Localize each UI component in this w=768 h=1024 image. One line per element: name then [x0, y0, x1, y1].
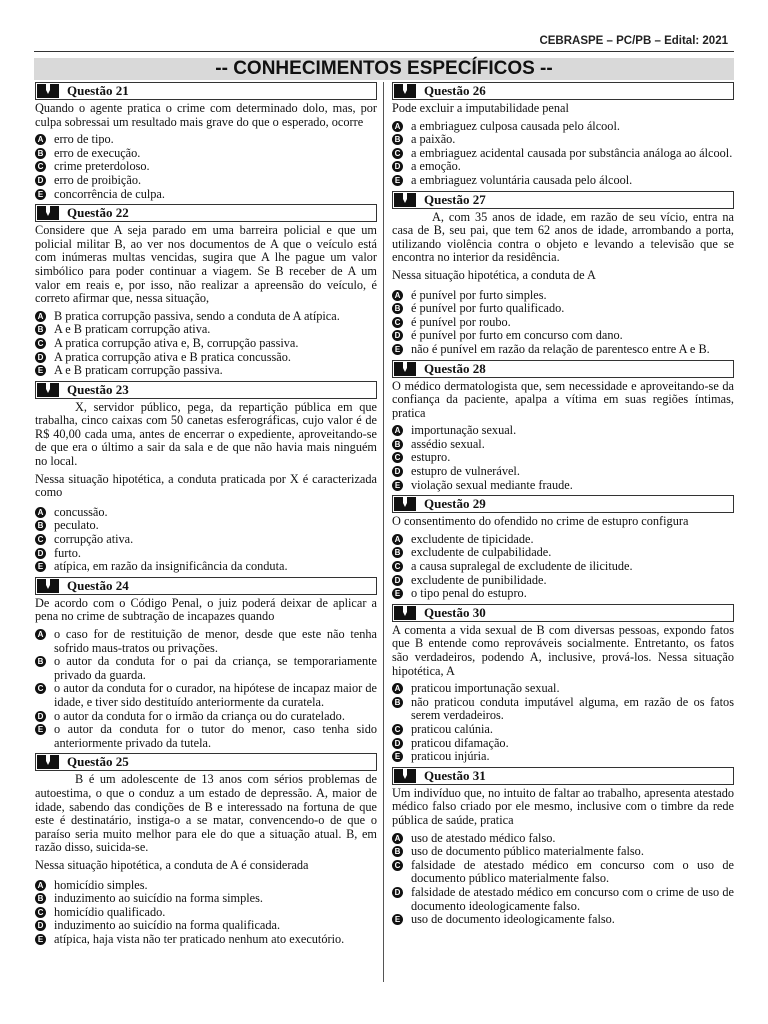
question-24	[35, 577, 377, 751]
option-letter-icon: E	[35, 561, 46, 572]
option-text: praticou injúria.	[411, 749, 490, 764]
option-c[interactable]	[392, 147, 734, 161]
option-letter-icon: B	[392, 134, 403, 145]
exam-header-info: CEBRASPE – PC/PB – Edital: 2021	[539, 35, 728, 47]
option-letter-icon: E	[392, 751, 403, 762]
option-text: a causa supralegal de excludente de ilicitude.	[411, 559, 633, 574]
option-letter-icon: D	[35, 175, 46, 186]
option-letter-icon: E	[35, 365, 46, 376]
option-e[interactable]	[392, 343, 734, 357]
option-text: homicídio qualificado.	[54, 904, 166, 919]
option-list	[392, 424, 734, 492]
option-b[interactable]	[392, 696, 734, 723]
question-label: Questão 30	[424, 604, 486, 620]
question-prompt: Nessa situação hipotética, a conduta praticada por X é caracterizada como	[35, 471, 377, 500]
option-letter-icon: E	[35, 934, 46, 945]
option-text: erro de execução.	[54, 145, 141, 160]
question-26	[392, 82, 734, 188]
option-c[interactable]	[35, 533, 377, 547]
question-header	[392, 360, 734, 378]
option-d[interactable]	[35, 919, 377, 933]
option-a[interactable]	[392, 289, 734, 303]
option-text: crime preterdoloso.	[54, 159, 150, 174]
option-text: estupro de vulnerável.	[411, 464, 520, 479]
option-d[interactable]	[35, 710, 377, 724]
option-letter-icon: B	[35, 520, 46, 531]
option-text: A pratica corrupção ativa e, B, corrupção passiva.	[54, 335, 299, 350]
question-marker-icon	[37, 579, 59, 593]
option-c[interactable]	[392, 451, 734, 465]
option-letter-icon: A	[35, 629, 46, 640]
option-letter-icon: C	[35, 907, 46, 918]
question-stem: X, servidor público, pega, da repartição pública em que trabalha, cinco caixas com 50 canetas esferográficas, cujo valor é de R$ 40,00 cada uma, antes de encerrar o expediente, aproveitando-se de que era o último a sair da sala e de que não havia mais ninguém no local.	[35, 399, 377, 469]
option-c[interactable]	[35, 682, 377, 709]
option-text: o caso for de restituição de menor, desde que este não tenha sofrido maus-tratos ou privações.	[54, 627, 377, 655]
option-d[interactable]	[392, 160, 734, 174]
option-letter-icon: D	[392, 330, 403, 341]
option-letter-icon: C	[392, 561, 403, 572]
option-b[interactable]	[392, 845, 734, 859]
option-letter-icon: D	[392, 466, 403, 477]
option-e[interactable]	[392, 750, 734, 764]
option-text: violação sexual mediante fraude.	[411, 477, 573, 492]
option-a[interactable]	[392, 424, 734, 438]
question-label: Questão 21	[67, 83, 129, 98]
question-stem: De acordo com o Código Penal, o juiz poderá deixar de aplicar a pena no crime de subtração de incapazes quando	[35, 595, 377, 624]
question-header	[35, 82, 377, 100]
option-c[interactable]	[35, 337, 377, 351]
option-letter-icon: E	[392, 588, 403, 599]
option-text: praticou difamação.	[411, 735, 509, 750]
option-d[interactable]	[392, 574, 734, 588]
question-header	[392, 82, 734, 100]
question-marker-icon	[394, 769, 416, 783]
option-letter-icon: A	[35, 507, 46, 518]
option-letter-icon: B	[392, 303, 403, 314]
option-letter-icon: A	[35, 880, 46, 891]
option-text: atípica, em razão da insignificância da conduta.	[54, 559, 288, 574]
option-e[interactable]	[35, 560, 377, 574]
section-title: -- CONHECIMENTOS ESPECÍFICOS --	[34, 58, 734, 80]
option-e[interactable]	[392, 479, 734, 493]
question-stem: Pode excluir a imputabilidade penal	[392, 101, 569, 115]
option-text: o autor da conduta for o irmão da criança ou do curatelado.	[54, 708, 345, 723]
option-d[interactable]	[35, 547, 377, 561]
option-text: praticou importunação sexual.	[411, 681, 560, 696]
option-text: uso de documento público materialmente falso.	[411, 844, 644, 859]
option-text: é punível por furto qualificado.	[411, 301, 565, 316]
option-e[interactable]	[35, 188, 377, 202]
question-stem: B é um adolescente de 13 anos com sérios problemas de autoestima, o que o conduz a um estado de depressão. A, maior de idade, sabendo das condições de B e interessado na fortuna de que este é destinatário, instiga-o a se matar, convencendo-o de que o paraíso seria muito melhor para ele do que a situação atual. B, em razão disso, suicida-se.	[35, 772, 377, 855]
option-a[interactable]	[392, 682, 734, 696]
option-letter-icon: D	[35, 352, 46, 363]
option-text: estupro.	[411, 450, 451, 465]
option-text: não praticou conduta imputável alguma, em razão de os fatos serem verdadeiros.	[411, 694, 734, 723]
option-c[interactable]	[35, 160, 377, 174]
question-stem: Um indivíduo que, no intuito de faltar ao trabalho, apresenta atestado médico falso criado por ele mesmo, inclusive com o timbre da rede pública de saúde, pratica	[392, 785, 734, 827]
question-label: Questão 28	[424, 360, 486, 376]
option-c[interactable]	[392, 723, 734, 737]
option-text: assédio sexual.	[411, 436, 485, 451]
option-letter-icon: A	[35, 311, 46, 322]
option-letter-icon: D	[35, 711, 46, 722]
option-list	[35, 310, 377, 378]
option-text: é punível por furto simples.	[411, 287, 547, 302]
question-marker-icon	[37, 383, 59, 397]
option-text: corrupção ativa.	[54, 532, 134, 547]
question-stem: Considere que A seja parado em uma barreira policial e que um policial militar B, ao ver nos documentos de A que o veículo está com inúmeras multas vencidas, sugira que A lhe pague um valor simbólico para poder continuar a viagem. Se B receber de A um valor em reais e, por isso, não realizar a apreensão do veículo, é correto afirmar que, nessa situação,	[35, 223, 377, 306]
question-27	[392, 191, 734, 357]
option-letter-icon: B	[35, 148, 46, 159]
question-prompt: Nessa situação hipotética, a conduta de A é considerada	[35, 857, 309, 872]
option-list	[392, 533, 734, 601]
option-b[interactable]	[35, 655, 377, 682]
question-label: Questão 31	[424, 767, 486, 783]
option-d[interactable]	[392, 329, 734, 343]
option-b[interactable]	[392, 133, 734, 147]
option-text: importunação sexual.	[411, 423, 517, 438]
option-text: concussão.	[54, 504, 108, 519]
option-list	[35, 879, 377, 947]
option-d[interactable]	[392, 737, 734, 751]
option-letter-icon: B	[35, 893, 46, 904]
question-25	[35, 753, 377, 946]
option-e[interactable]	[392, 913, 734, 927]
option-letter-icon: C	[392, 724, 403, 735]
question-header	[35, 204, 377, 222]
option-letter-icon: D	[392, 161, 403, 172]
question-label: Questão 26	[424, 83, 486, 98]
option-text: o autor da conduta for o pai da criança, se temporariamente privado da guarda.	[54, 654, 377, 682]
option-letter-icon: E	[392, 344, 403, 355]
option-letter-icon: C	[392, 452, 403, 463]
option-b[interactable]	[392, 302, 734, 316]
option-letter-icon: B	[392, 439, 403, 450]
option-letter-icon: A	[392, 833, 403, 844]
option-text: A pratica corrupção ativa e B pratica concussão.	[54, 349, 291, 364]
option-text: o tipo penal do estupro.	[411, 586, 527, 601]
option-d[interactable]	[35, 351, 377, 365]
option-text: uso de documento ideologicamente falso.	[411, 912, 615, 927]
option-b[interactable]	[392, 438, 734, 452]
option-b[interactable]	[35, 323, 377, 337]
option-list	[392, 120, 734, 188]
option-text: o autor da conduta for o tutor do menor, caso tenha sido anteriormente privado da tutela.	[54, 722, 377, 750]
question-header	[35, 381, 377, 399]
option-letter-icon: D	[392, 887, 403, 898]
question-31	[392, 767, 734, 927]
question-label: Questão 27	[424, 191, 486, 207]
option-list	[35, 506, 377, 574]
option-text: atípica, haja vista não ter praticado nenhum ato executório.	[54, 931, 345, 946]
option-a[interactable]	[392, 533, 734, 547]
question-30	[392, 604, 734, 764]
option-letter-icon: E	[35, 189, 46, 200]
option-e[interactable]	[35, 933, 377, 947]
question-stem: O médico dermatologista que, sem necessidade e aproveitando-se da confiança da paciente, apalpa a vítima em suas regiões íntimas, pratica	[392, 378, 734, 420]
option-c[interactable]	[392, 560, 734, 574]
question-prompt: Nessa situação hipotética, a conduta de A	[392, 267, 596, 282]
option-b[interactable]	[35, 147, 377, 161]
option-text: praticou calúnia.	[411, 721, 493, 736]
option-letter-icon: A	[35, 134, 46, 145]
option-text: B pratica corrupção passiva, sendo a conduta de A atípica.	[54, 308, 340, 323]
question-21	[35, 82, 377, 201]
option-letter-icon: A	[392, 534, 403, 545]
question-stem: Quando o agente pratica o crime com determinado dolo, mas, por culpa sobressai um resultado mais grave do que o esperado, ocorre	[35, 101, 377, 129]
header-divider	[34, 51, 734, 52]
option-letter-icon: E	[392, 480, 403, 491]
option-a[interactable]	[35, 133, 377, 147]
option-list	[392, 832, 734, 927]
option-c[interactable]	[392, 316, 734, 330]
right-column	[392, 82, 734, 930]
option-b[interactable]	[35, 892, 377, 906]
option-text: é punível por furto em concurso com dano.	[411, 328, 623, 343]
question-header	[392, 604, 734, 622]
option-text: a embriaguez acidental causada por substância análoga ao álcool.	[411, 145, 733, 160]
option-text: erro de tipo.	[54, 132, 114, 147]
question-label: Questão 29	[424, 496, 486, 512]
option-a[interactable]	[392, 120, 734, 134]
option-letter-icon: C	[35, 161, 46, 172]
option-a[interactable]	[35, 506, 377, 520]
option-text: peculato.	[54, 518, 99, 533]
option-text: o autor da conduta for o curador, na hipótese de incapaz maior de idade, e tiver sido destituído anteriormente da curatela.	[54, 681, 377, 709]
option-e[interactable]	[35, 364, 377, 378]
option-text: excludente de culpabilidade.	[411, 545, 552, 560]
option-letter-icon: C	[35, 534, 46, 545]
option-d[interactable]	[392, 886, 734, 913]
option-e[interactable]	[35, 723, 377, 750]
question-marker-icon	[37, 206, 59, 220]
option-text: homicídio simples.	[54, 877, 148, 892]
option-letter-icon: E	[392, 914, 403, 925]
question-22	[35, 204, 377, 378]
option-b[interactable]	[392, 546, 734, 560]
question-stem: A comenta a vida sexual de B com diversas pessoas, expondo fatos que B entende como reprováveis socialmente. Entretanto, os fatos são verdadeiros, podendo A, inclusive, prová-los. Nessa situação hipotética, A	[392, 622, 734, 678]
option-text: concorrência de culpa.	[54, 186, 165, 201]
question-marker-icon	[394, 497, 416, 511]
option-letter-icon: C	[392, 860, 403, 871]
question-marker-icon	[394, 362, 416, 376]
option-letter-icon: C	[35, 338, 46, 349]
option-letter-icon: B	[35, 324, 46, 335]
question-marker-icon	[394, 193, 416, 207]
option-text: a embriaguez culposa causada pelo álcool.	[411, 118, 620, 133]
left-column	[35, 82, 377, 949]
question-23	[35, 381, 377, 574]
option-c[interactable]	[392, 859, 734, 886]
option-letter-icon: B	[392, 697, 403, 708]
option-text: falsidade de atestado médico em concurso com o uso de documento público materialmente falso.	[411, 857, 734, 886]
question-stem: O consentimento do ofendido no crime de estupro configura	[392, 514, 689, 529]
option-text: A e B praticam corrupção ativa.	[54, 322, 211, 337]
option-text: uso de atestado médico falso.	[411, 830, 556, 845]
option-letter-icon: A	[392, 121, 403, 132]
option-text: erro de proibição.	[54, 172, 142, 187]
option-a[interactable]	[35, 310, 377, 324]
option-letter-icon: B	[392, 846, 403, 857]
option-text: excludente de tipicidade.	[411, 531, 534, 546]
option-a[interactable]	[392, 832, 734, 846]
question-label: Questão 23	[67, 381, 129, 397]
option-letter-icon: A	[392, 290, 403, 301]
question-header	[35, 753, 377, 771]
question-marker-icon	[394, 84, 416, 98]
option-letter-icon: D	[35, 548, 46, 559]
option-text: furto.	[54, 545, 81, 560]
option-text: falsidade de atestado médico em concurso com o crime de uso de documento ideologicamente falso.	[411, 884, 734, 913]
option-d[interactable]	[392, 465, 734, 479]
option-e[interactable]	[392, 174, 734, 188]
option-letter-icon: B	[392, 547, 403, 558]
question-header	[392, 495, 734, 513]
question-marker-icon	[37, 755, 59, 769]
question-label: Questão 24	[67, 577, 129, 593]
option-letter-icon: B	[35, 656, 46, 667]
option-text: não é punível em razão da relação de parentesco entre A e B.	[411, 341, 710, 356]
option-letter-icon: E	[392, 175, 403, 186]
option-text: induzimento ao suicídio na forma qualificada.	[54, 918, 281, 933]
option-d[interactable]	[35, 174, 377, 188]
option-text: excludente de punibilidade.	[411, 572, 547, 587]
question-header	[35, 577, 377, 595]
option-letter-icon: A	[392, 683, 403, 694]
option-c[interactable]	[35, 906, 377, 920]
option-letter-icon: D	[392, 738, 403, 749]
question-label: Questão 22	[67, 205, 129, 221]
option-letter-icon: C	[392, 317, 403, 328]
option-letter-icon: D	[35, 920, 46, 931]
option-text: a embriaguez voluntária causada pelo álcool.	[411, 172, 633, 187]
option-b[interactable]	[35, 519, 377, 533]
column-divider	[383, 82, 384, 982]
question-28	[392, 360, 734, 493]
option-text: é punível por roubo.	[411, 314, 511, 329]
question-header	[392, 191, 734, 209]
option-a[interactable]	[35, 628, 377, 655]
option-list	[35, 628, 377, 750]
option-e[interactable]	[392, 587, 734, 601]
option-a[interactable]	[35, 879, 377, 893]
option-letter-icon: E	[35, 724, 46, 735]
option-list	[35, 133, 377, 201]
option-letter-icon: C	[392, 148, 403, 159]
question-header	[392, 767, 734, 785]
option-text: A e B praticam corrupção passiva.	[54, 363, 223, 378]
option-list	[392, 682, 734, 764]
option-letter-icon: A	[392, 425, 403, 436]
question-label: Questão 25	[67, 754, 129, 770]
question-stem: A, com 35 anos de idade, em razão de seu vício, entra na casa de B, seu pai, que tem 62 anos de idade, arrombando a porta, utilizando violência contra o objeto e levando a televisão que se encontra no interior da residência.	[392, 209, 734, 265]
option-list	[392, 289, 734, 357]
option-text: a emoção.	[411, 159, 461, 174]
option-letter-icon: C	[35, 683, 46, 694]
question-marker-icon	[394, 606, 416, 620]
question-marker-icon	[37, 84, 59, 98]
option-text: a paixão.	[411, 132, 456, 147]
option-letter-icon: D	[392, 575, 403, 586]
option-text: induzimento ao suicídio na forma simples.	[54, 891, 264, 906]
question-29	[392, 495, 734, 601]
